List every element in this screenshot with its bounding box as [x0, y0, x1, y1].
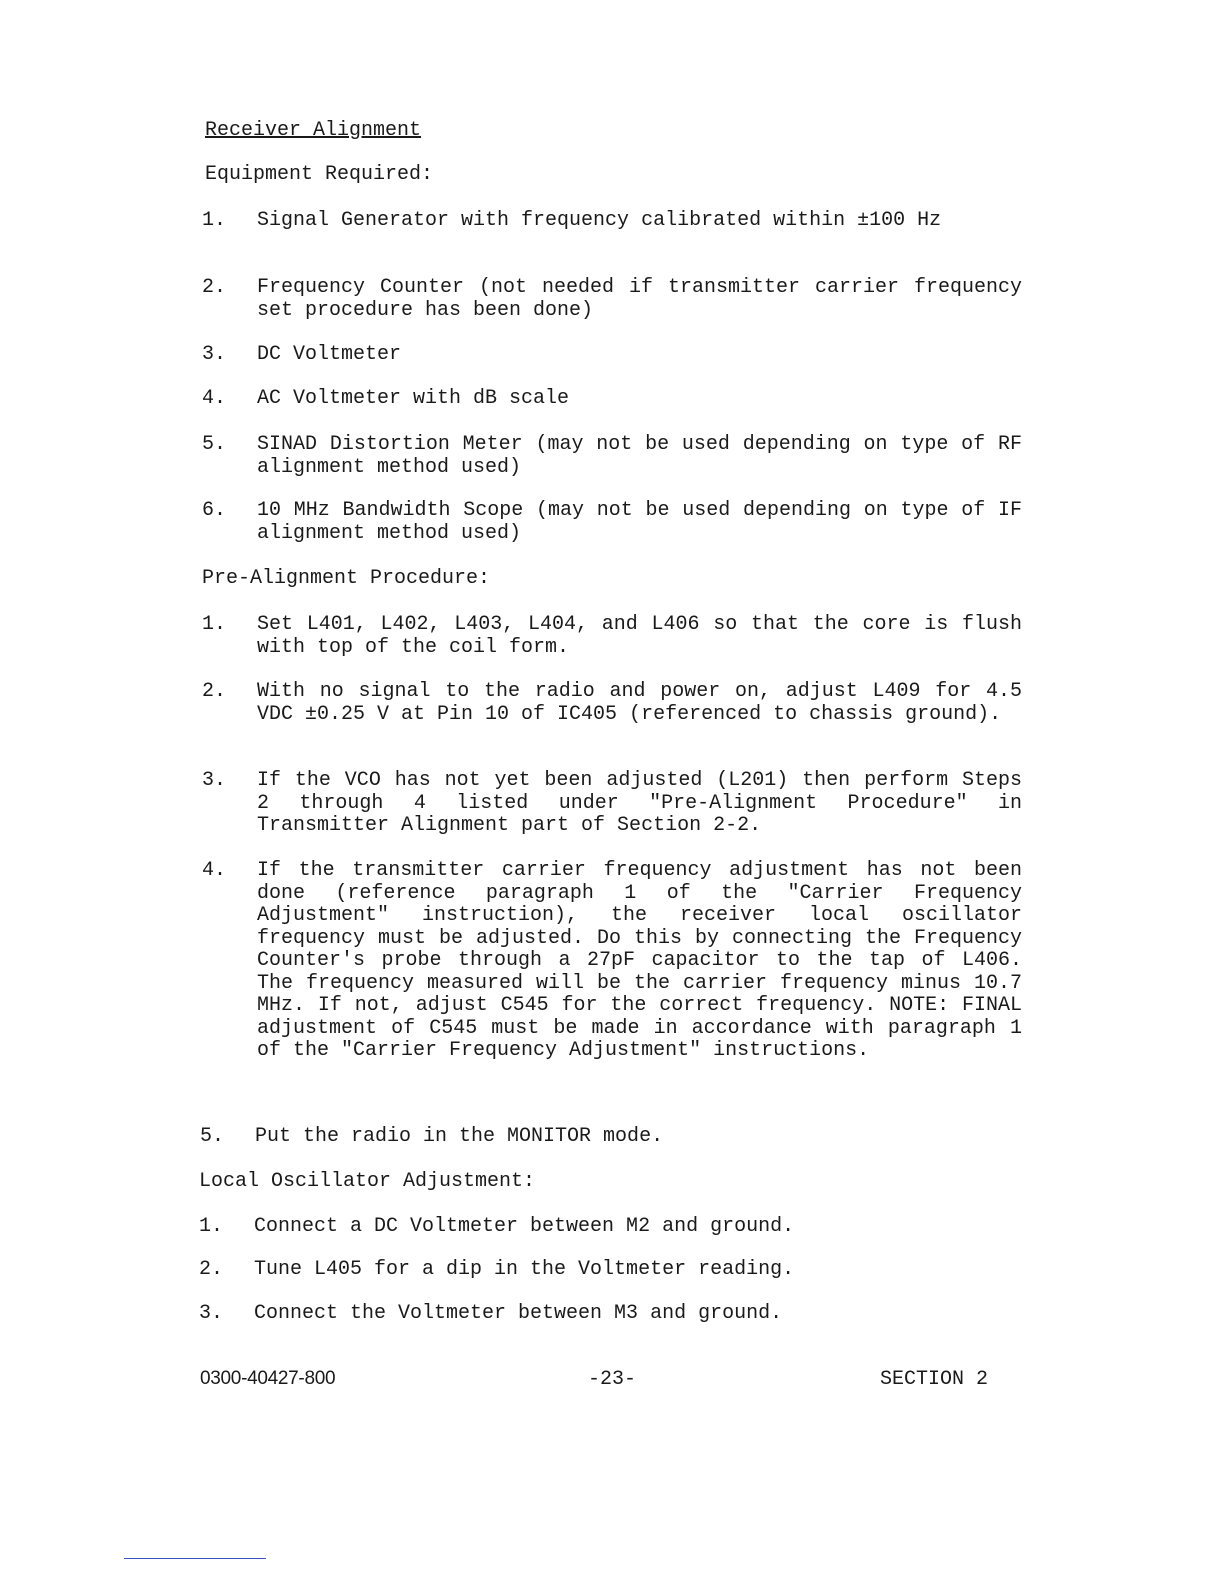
item-text: Connect a DC Voltmeter between M2 and ground.	[254, 1215, 795, 1238]
item-number: 2.	[202, 680, 227, 703]
item-text: DC Voltmeter	[257, 343, 402, 366]
document-number: 0300-40427-800	[200, 1368, 336, 1389]
item-number: 1.	[202, 613, 227, 636]
item-number: 3.	[202, 343, 227, 366]
item-text: Connect the Voltmeter between M3 and ground.	[254, 1302, 783, 1325]
item-number: 4.	[202, 859, 227, 882]
bottom-rule	[124, 1558, 266, 1559]
item-text: If the VCO has not yet been adjusted (L201) then perform Steps 2 through 4 listed under "Pre-Alignment Procedure" in Transmitter Alignment part of Section 2-2.	[257, 769, 1022, 837]
item-number: 5.	[202, 433, 227, 456]
item-text: 10 MHz Bandwidth Scope (may not be used depending on type of IF alignment method used)	[257, 499, 1022, 545]
item-text: Frequency Counter (not needed if transmitter carrier frequency set procedure has been done)	[257, 276, 1022, 322]
item-number: 6.	[202, 499, 227, 522]
item-number: 1.	[199, 1215, 224, 1238]
item-number: 2.	[199, 1258, 224, 1281]
item-text: Signal Generator with frequency calibrated within ±100 Hz	[257, 209, 942, 232]
item-text: With no signal to the radio and power on, adjust L409 for 4.5 VDC ±0.25 V at Pin 10 of IC405 (referenced to chassis ground).	[257, 680, 1022, 726]
item-number: 3.	[202, 769, 227, 792]
item-number: 5.	[200, 1125, 225, 1148]
item-text: AC Voltmeter with dB scale	[257, 387, 570, 410]
item-text: If the transmitter carrier frequency adjustment has not been done (reference paragraph 1 of the "Carrier Frequency Adjustment" instruction), the receiver local oscillator frequency must be adjusted. Do this by connecting the Frequency Counter's probe through a 27pF capacitor to the tap of L406. The frequency measured will be the carrier frequency minus 10.7 MHz. If not, adjust C545 for the correct frequency. NOTE: FINAL adjustment of C545 must be made in accordance with paragraph 1 of the "Carrier Frequency Adjustment" instructions.	[257, 859, 1022, 1062]
page-title: Receiver Alignment	[205, 119, 422, 142]
item-number: 2.	[202, 276, 227, 299]
item-number: 3.	[199, 1302, 224, 1325]
pre-alignment-heading: Pre-Alignment Procedure:	[202, 567, 491, 590]
item-number: 1.	[202, 209, 227, 232]
local-oscillator-heading: Local Oscillator Adjustment:	[199, 1170, 536, 1193]
item-text: Set L401, L402, L403, L404, and L406 so that the core is flush with top of the coil form.	[257, 613, 1022, 659]
equipment-heading: Equipment Required:	[205, 163, 434, 186]
item-text: Put the radio in the MONITOR mode.	[255, 1125, 664, 1148]
item-text: Tune L405 for a dip in the Voltmeter reading.	[254, 1258, 795, 1281]
section-label: SECTION 2	[880, 1368, 989, 1391]
item-text: SINAD Distortion Meter (may not be used depending on type of RF alignment method used)	[257, 433, 1022, 479]
item-number: 4.	[202, 387, 227, 410]
page-number: -23-	[588, 1368, 637, 1391]
